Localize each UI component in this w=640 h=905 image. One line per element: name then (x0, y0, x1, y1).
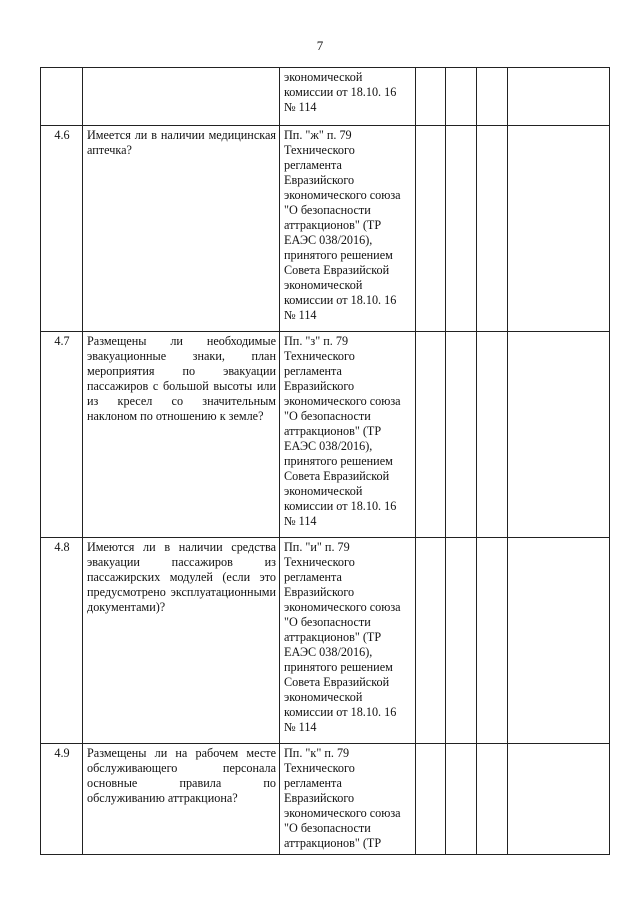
reference-line: принятого решением (284, 248, 393, 262)
reference-line: комиссии от 18.10. 16 (284, 293, 397, 307)
reference-line: Пп. "к" п. 79 (284, 746, 350, 760)
page-number: 7 (316, 38, 324, 53)
reference-line: экономического союза (284, 600, 401, 614)
reference-line: экономического союза (284, 394, 401, 408)
reference-line: Технического (284, 761, 355, 775)
answer-na-cell[interactable] (477, 332, 508, 538)
question-text: Размещены ли на рабочем месте обслуживающего персонала основные правила по обслуживанию аттракциона? (83, 744, 280, 855)
reference-line: экономического союза (284, 806, 401, 820)
reference-line: № 114 (284, 514, 317, 528)
item-number (41, 68, 83, 126)
reference-line: экономического союза (284, 188, 401, 202)
reference-line: экономической (284, 278, 363, 292)
table-row (41, 538, 610, 744)
reference-line: ЕАЭС 038/2016), (284, 233, 373, 247)
answer-yes-cell[interactable] (416, 126, 446, 332)
answer-no-cell[interactable] (446, 126, 477, 332)
reference-line: регламента (284, 158, 342, 172)
reference-line: Пп. "ж" п. 79 (284, 128, 352, 142)
reference-line: Совета Евразийской (284, 469, 390, 483)
reference-line: принятого решением (284, 454, 393, 468)
reference-line: Пп. "з" п. 79 (284, 334, 349, 348)
note-cell[interactable] (508, 332, 610, 538)
table-row (41, 744, 610, 855)
reference-line: экономической (284, 690, 363, 704)
question-text (83, 68, 280, 126)
legal-reference (280, 332, 416, 538)
reference-line: "О безопасности (284, 203, 371, 217)
checklist-table (40, 67, 610, 855)
note-cell[interactable] (508, 68, 610, 126)
reference-line: комиссии от 18.10. 16 (284, 85, 397, 99)
note-cell[interactable] (508, 126, 610, 332)
reference-line: Евразийского (284, 379, 355, 393)
reference-line: № 114 (284, 100, 317, 114)
item-number: 4.6 (41, 126, 83, 332)
reference-line: комиссии от 18.10. 16 (284, 499, 397, 513)
answer-no-cell[interactable] (446, 68, 477, 126)
legal-reference (280, 538, 416, 744)
answer-no-cell[interactable] (446, 538, 477, 744)
answer-na-cell[interactable] (477, 126, 508, 332)
reference-line: "О безопасности (284, 409, 371, 423)
question-text: Имеется ли в наличии медицинская аптечка? (83, 126, 280, 332)
note-cell[interactable] (508, 744, 610, 855)
reference-line: Пп. "и" п. 79 (284, 540, 350, 554)
reference-line: Евразийского (284, 585, 355, 599)
reference-line: Технического (284, 555, 355, 569)
reference-line: экономической (284, 70, 363, 84)
legal-reference (280, 744, 416, 855)
reference-line: аттракционов" (ТР (284, 630, 382, 644)
question-text: Имеются ли в наличии средства эвакуации пассажиров из пассажирских модулей (если это предусмотрено эксплуатационными документами)? (83, 538, 280, 744)
reference-line: регламента (284, 776, 342, 790)
answer-yes-cell[interactable] (416, 332, 446, 538)
table-row (41, 332, 610, 538)
reference-line: Технического (284, 143, 355, 157)
reference-line: ЕАЭС 038/2016), (284, 645, 373, 659)
reference-line: регламента (284, 570, 342, 584)
legal-reference (280, 126, 416, 332)
item-number: 4.9 (41, 744, 83, 855)
reference-line: Технического (284, 349, 355, 363)
answer-no-cell[interactable] (446, 332, 477, 538)
reference-line: аттракционов" (ТР (284, 218, 382, 232)
reference-line: принятого решением (284, 660, 393, 674)
answer-na-cell[interactable] (477, 744, 508, 855)
item-number: 4.8 (41, 538, 83, 744)
answer-na-cell[interactable] (477, 68, 508, 126)
reference-line: № 114 (284, 308, 317, 322)
reference-line: "О безопасности (284, 821, 371, 835)
reference-line: "О безопасности (284, 615, 371, 629)
table-row (41, 68, 610, 126)
reference-line: регламента (284, 364, 342, 378)
answer-yes-cell[interactable] (416, 68, 446, 126)
reference-line: аттракционов" (ТР (284, 836, 382, 850)
answer-yes-cell[interactable] (416, 744, 446, 855)
table-row (41, 126, 610, 332)
answer-no-cell[interactable] (446, 744, 477, 855)
reference-line: ЕАЭС 038/2016), (284, 439, 373, 453)
question-text: Размещены ли необходимые эвакуационные знаки, план мероприятия по эвакуации пассажиров с большой высоты или из кресел со значительным наклоном по отношению к земле? (83, 332, 280, 538)
reference-line: Евразийского (284, 791, 355, 805)
answer-yes-cell[interactable] (416, 538, 446, 744)
answer-na-cell[interactable] (477, 538, 508, 744)
reference-line: Совета Евразийской (284, 675, 390, 689)
note-cell[interactable] (508, 538, 610, 744)
reference-line: аттракционов" (ТР (284, 424, 382, 438)
legal-reference (280, 68, 416, 126)
reference-line: комиссии от 18.10. 16 (284, 705, 397, 719)
item-number: 4.7 (41, 332, 83, 538)
reference-line: Совета Евразийской (284, 263, 390, 277)
reference-line: Евразийского (284, 173, 355, 187)
reference-line: экономической (284, 484, 363, 498)
reference-line: № 114 (284, 720, 317, 734)
